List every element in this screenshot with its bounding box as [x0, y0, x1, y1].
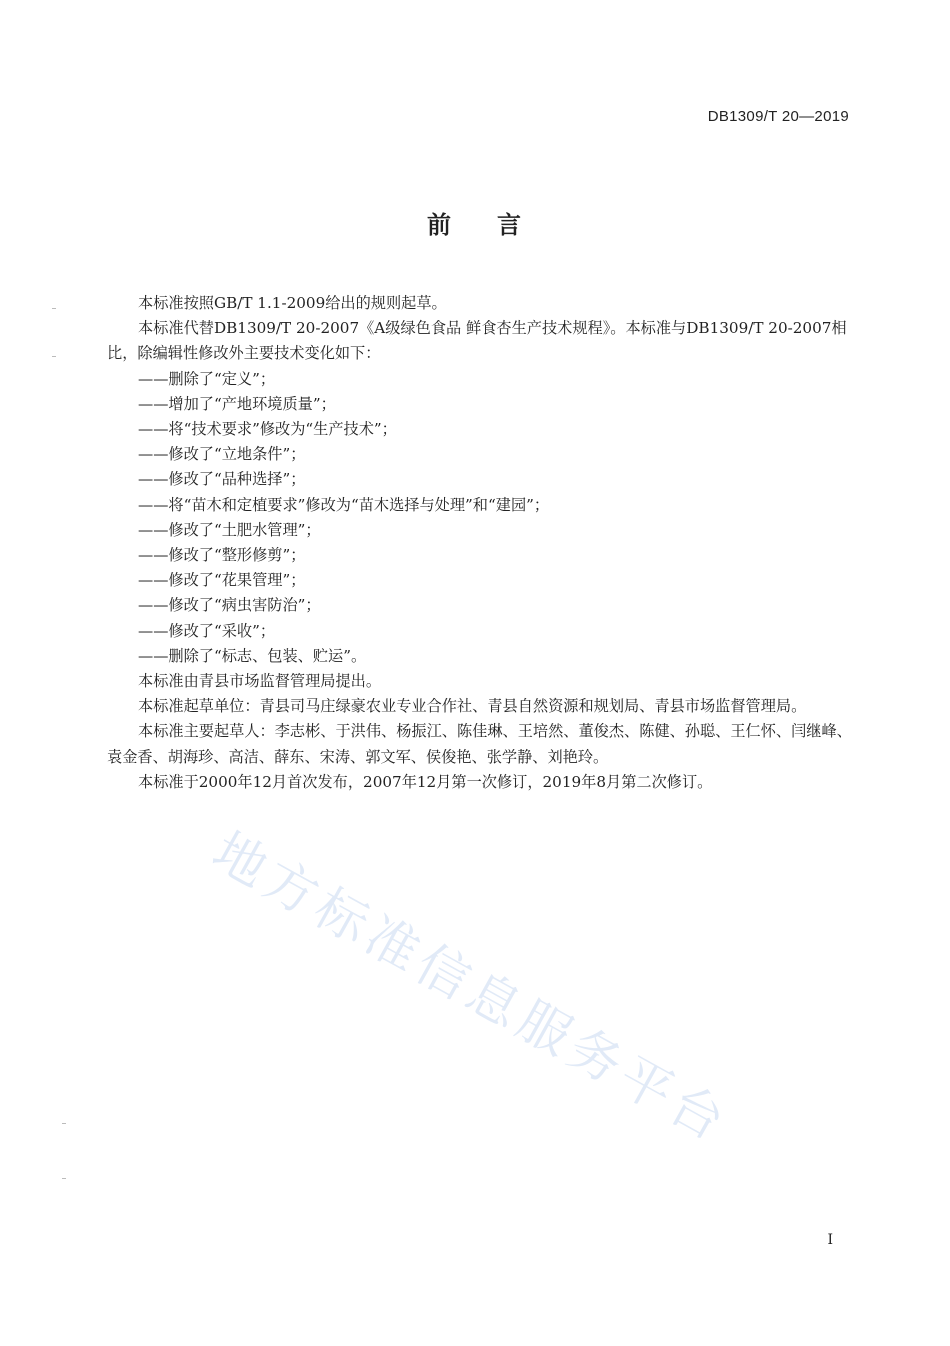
change-item: ——修改了“采收”；: [138, 621, 276, 640]
change-item: ——将“苗木和定植要求”修改为“苗木选择与处理”和“建园”；: [138, 495, 550, 514]
page-number: I: [827, 1232, 833, 1248]
change-item: ——修改了“立地条件”；: [138, 445, 306, 464]
change-item: ——删除了“标志、包装、贮运”。: [138, 646, 367, 665]
standard-code: DB1309/T 20—2019: [707, 108, 849, 125]
paragraph-drafting-rules: 本标准按照GB/T 1.1-2009给出的规则起草。: [138, 294, 447, 312]
title-char-1: 前: [427, 211, 453, 239]
title-char-2: 言: [497, 211, 523, 239]
paragraph-history: 本标准于2000年12月首次发布，2007年12月第一次修订，2019年8月第二次修订。: [138, 772, 713, 791]
paragraph-proposer: 本标准由青县市场监督管理局提出。: [138, 672, 381, 691]
scan-mark: [62, 1123, 66, 1124]
paragraph-drafters: 本标准主要起草人：李志彬、于洪伟、杨振江、陈佳琳、王培然、董俊杰、陈健、孙聪、王仁怀、闫继峰、袁金香、胡海珍、高洁、薛东、宋涛、郭文军、侯俊艳、张学静、刘艳玲。: [107, 722, 852, 766]
change-item: ——增加了“产地环境质量”；: [138, 394, 336, 413]
paragraph-replacement: 本标准代替DB1309/T 20-2007《A级绿色食品 鲜食杏生产技术规程》。本标准与DB1309/T 20-2007相比，除编辑性修改外主要技术变化如下：: [107, 319, 847, 363]
foreword-body: [107, 291, 852, 795]
paragraph-drafting-units: 本标准起草单位：青县司马庄绿豪农业专业合作社、青县自然资源和规划局、青县市场监督管理局。: [138, 697, 807, 716]
scan-mark: [52, 308, 56, 309]
scan-mark: [62, 1178, 66, 1179]
change-item: ——修改了“整形修剪”；: [138, 546, 306, 565]
change-item: ——修改了“土肥水管理”；: [138, 520, 321, 539]
change-item: ——修改了“病虫害防治”；: [138, 596, 321, 615]
scan-mark: [52, 356, 56, 357]
page-title: [0, 205, 950, 240]
change-item: ——将“技术要求”修改为“生产技术”；: [138, 420, 397, 439]
change-item: ——删除了“定义”；: [138, 369, 276, 388]
change-item: ——修改了“花果管理”；: [138, 571, 306, 590]
watermark: 地方标准信息服务平台: [202, 821, 739, 1156]
change-list: [107, 367, 852, 669]
change-item: ——修改了“品种选择”；: [138, 470, 306, 489]
